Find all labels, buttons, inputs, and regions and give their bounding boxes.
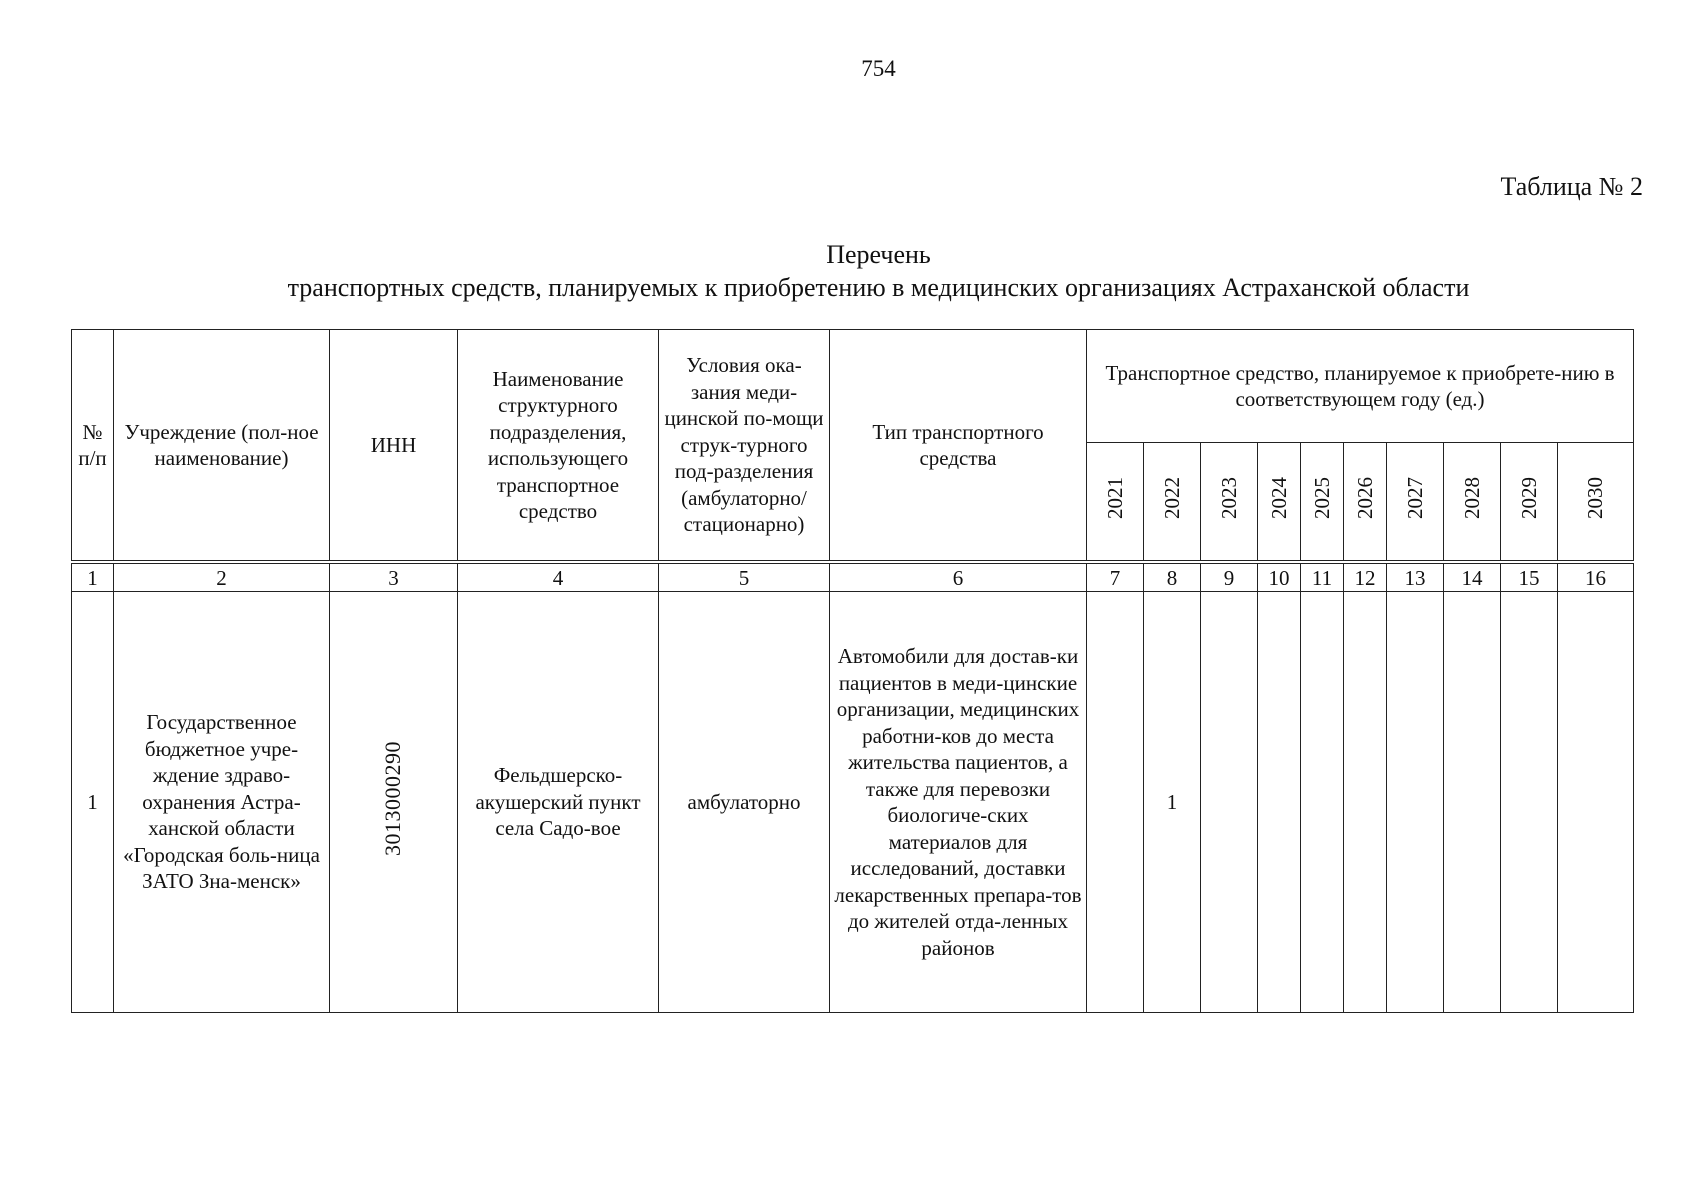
header-vehicle-type-text: Тип транспортного средства: [872, 419, 1044, 470]
column-number: 13: [1387, 562, 1444, 592]
column-numbers-row: [72, 562, 1634, 592]
cell-year-value: [1344, 592, 1387, 1013]
column-number: 2: [114, 562, 330, 592]
cell-conditions: амбулаторно: [659, 592, 830, 1013]
column-number: 9: [1201, 562, 1258, 592]
cell-year-value: [1087, 592, 1144, 1013]
header-year-label: 2024: [1266, 477, 1291, 520]
header-subdivision-text: Наименование структурного подразделения, использующего транспортное средство: [487, 366, 629, 523]
header-planned-group: [1087, 330, 1634, 443]
cell-year-value: [1501, 592, 1558, 1013]
column-number: 7: [1087, 562, 1144, 592]
cell-institution-text: Государственное бюджетное учре-ждение здраво-охранения Астра-ханской области «Городская боль-ница ЗАТО Зна-менск»: [123, 710, 320, 894]
table-row: [72, 592, 1634, 1013]
header-year: [1144, 443, 1201, 563]
header-num: [72, 330, 114, 563]
table-caption: Таблица № 2: [1500, 172, 1643, 201]
header-year-label: 2021: [1102, 477, 1127, 520]
column-number: 4: [458, 562, 659, 592]
header-year: [1558, 443, 1634, 563]
transport-table: [71, 329, 1634, 1013]
column-number: 5: [659, 562, 830, 592]
header-year-label: 2030: [1583, 477, 1608, 520]
cell-inn: [330, 592, 458, 1013]
cell-year-value: [1387, 592, 1444, 1013]
column-number: 10: [1258, 562, 1301, 592]
document-title: [0, 238, 1697, 304]
header-year: [1201, 443, 1258, 563]
header-inn-text: ИНН: [370, 432, 417, 457]
header-year-label: 2025: [1309, 477, 1334, 520]
header-institution: [114, 330, 330, 563]
cell-year-value: [1201, 592, 1258, 1013]
header-year: [1387, 443, 1444, 563]
cell-subdivision: [458, 592, 659, 1013]
header-subdivision: [458, 330, 659, 563]
header-year-label: 2027: [1402, 477, 1427, 520]
column-number: 8: [1144, 562, 1201, 592]
column-number: 1: [72, 562, 114, 592]
header-planned-group-text: Транспортное средство, планируемое к приобрете-нию в соответствующем году (ед.): [1105, 360, 1615, 411]
column-number: 16: [1558, 562, 1634, 592]
header-year: [1087, 443, 1144, 563]
cell-institution: [114, 592, 330, 1013]
header-num-text: № п/п: [78, 419, 107, 470]
cell-year-value: [1444, 592, 1501, 1013]
header-year-label: 2028: [1459, 477, 1484, 520]
header-conditions-text: Условия ока-зания меди-цинской по-мощи струк-турного под-разделения (амбулаторно/ стационарно): [664, 353, 824, 537]
cell-num: 1: [72, 592, 114, 1013]
column-number: 14: [1444, 562, 1501, 592]
cell-year-value: 1: [1144, 592, 1201, 1013]
header-year: [1501, 443, 1558, 563]
header-year-label: 2029: [1516, 477, 1541, 520]
header-inn: [330, 330, 458, 563]
title-line-1: Перечень: [826, 240, 931, 269]
header-year: [1258, 443, 1301, 563]
cell-year-value: [1558, 592, 1634, 1013]
header-institution-text: Учреждение (пол-ное наименование): [124, 419, 319, 470]
cell-year-value: [1258, 592, 1301, 1013]
column-number: 6: [830, 562, 1087, 592]
cell-vehicle-type: [830, 592, 1087, 1013]
cell-year-value: [1301, 592, 1344, 1013]
header-year: [1301, 443, 1344, 563]
header-year: [1444, 443, 1501, 563]
page-number: 754: [861, 56, 896, 81]
header-year: [1344, 443, 1387, 563]
header-year-label: 2022: [1159, 477, 1184, 520]
header-year-label: 2023: [1216, 477, 1241, 520]
column-number: 12: [1344, 562, 1387, 592]
column-number: 11: [1301, 562, 1344, 592]
cell-inn-value: 3013000290: [380, 741, 406, 857]
header-conditions: [659, 330, 830, 563]
column-number: 3: [330, 562, 458, 592]
title-line-2: транспортных средств, планируемых к приобретению в медицинских организациях Астраханской области: [287, 273, 1470, 302]
cell-subdivision-text: Фельдшерско-акушерский пункт села Садо-вое: [475, 763, 641, 841]
column-number: 15: [1501, 562, 1558, 592]
cell-vehicle-type-text: Автомобили для достав-ки пациентов в меди-цинские организации, медицинских работни-ков до места жительства пациентов, а также для перевозки биологиче-ских материалов для исследований, доставки лекарственных препара-тов до жителей отда-ленных районов: [834, 644, 1082, 960]
header-vehicle-type: [830, 330, 1087, 563]
header-year-label: 2026: [1352, 477, 1377, 520]
